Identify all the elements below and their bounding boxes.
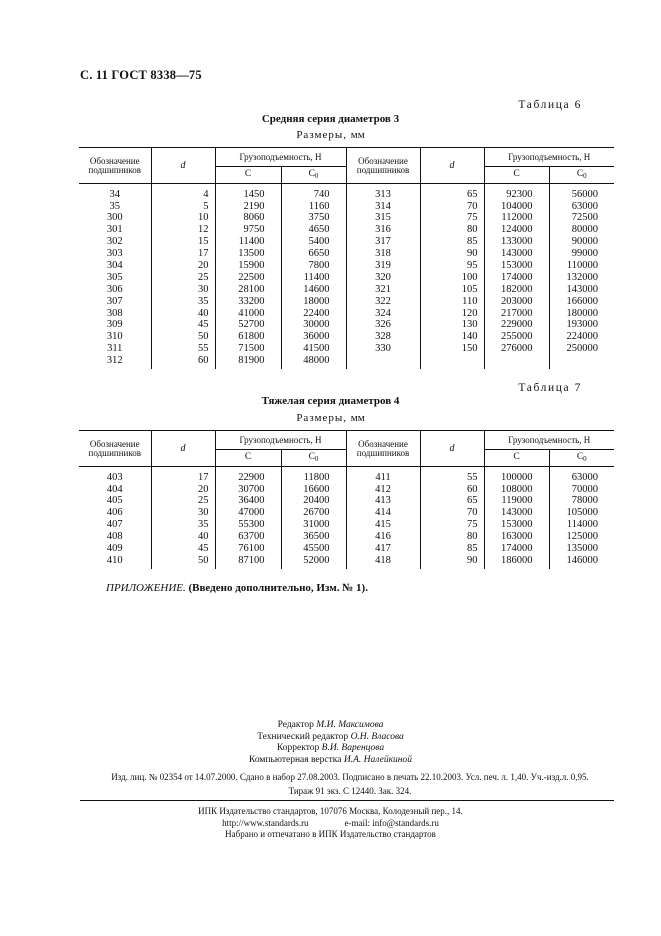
table-cell: 87100 — [215, 555, 281, 569]
col-d-header: d — [151, 431, 215, 467]
table-cell: 50 — [151, 332, 215, 344]
table-cell: 41500 — [281, 344, 346, 356]
table-row — [79, 467, 614, 484]
table-cell: 316 — [346, 225, 420, 237]
col-c0-subscript: 0 — [314, 455, 319, 463]
col-designation-header: Обозначение подшипников — [79, 431, 151, 467]
table-cell: 14600 — [281, 284, 346, 296]
table-cell: 35 — [109, 200, 120, 212]
table-cell: 65 — [420, 184, 484, 201]
table-cell: 1160 — [281, 201, 346, 213]
table-cell: 108000 — [484, 484, 549, 496]
col-c0-header — [281, 167, 346, 184]
table-row — [79, 555, 614, 569]
table-cell: 405 — [106, 495, 123, 507]
table-cell: 45 — [151, 543, 215, 555]
table-cell: 416 — [346, 531, 420, 543]
table-cell: 90000 — [549, 237, 614, 249]
table-cell: 20 — [151, 484, 215, 496]
publication-line-2: Тираж 91 экз. С 12440. Зак. 324. — [288, 786, 412, 796]
table-cell: 105 — [420, 284, 484, 296]
col-c0-header — [549, 450, 614, 467]
table-cell: 28100 — [215, 284, 281, 296]
table-row — [79, 496, 614, 508]
table-cell: 81900 — [215, 355, 281, 369]
table-cell: 71500 — [215, 344, 281, 356]
table6-body — [79, 184, 614, 370]
col-c0-subscript: 0 — [583, 172, 587, 180]
table-cell: 320 — [346, 272, 420, 284]
publisher-line-1: ИПК Издательство стандартов, 107076 Москва, Колодезный пер., 14. — [198, 806, 463, 816]
table-cell: 182000 — [484, 284, 549, 296]
table-row — [79, 531, 614, 543]
table7-head — [79, 431, 614, 467]
table-cell: 322 — [346, 296, 420, 308]
col-c0-letter: С — [576, 452, 584, 462]
table-cell: 60 — [420, 484, 484, 496]
table-cell: 55 — [151, 344, 215, 356]
table-cell: 76100 — [215, 543, 281, 555]
col-designation-header: Обозначение подшипников — [346, 148, 420, 184]
table7-units-suffix: мм — [350, 412, 365, 424]
appendix-label: ПРИЛОЖЕНИЕ. — [106, 582, 186, 594]
table-cell: 17 — [151, 467, 215, 484]
table-cell: 80 — [420, 531, 484, 543]
table-cell: 312 — [106, 355, 123, 367]
publisher-info — [0, 806, 661, 841]
table-cell: 2190 — [215, 201, 281, 213]
table-cell: 153000 — [484, 260, 549, 272]
table-cell: 304 — [106, 260, 123, 272]
table6-head — [79, 148, 614, 184]
table-row — [79, 248, 614, 260]
table-cell: 1450 — [215, 184, 281, 201]
table-cell: 174000 — [484, 543, 549, 555]
table-cell: 110 — [420, 296, 484, 308]
table-cell: 70000 — [549, 484, 614, 496]
table-cell: 317 — [346, 237, 420, 249]
table-cell: 30000 — [281, 320, 346, 332]
table-cell: 100000 — [484, 467, 549, 484]
table-cell: 75 — [420, 520, 484, 532]
table-cell: 40 — [151, 308, 215, 320]
table-cell: 404 — [106, 483, 123, 495]
divider — [80, 800, 614, 801]
table-cell: 6650 — [281, 248, 346, 260]
col-load-header: Грузоподъемность, Н — [215, 431, 346, 450]
table-cell: 72500 — [549, 213, 614, 225]
table-cell: 146000 — [549, 555, 614, 569]
table-cell: 324 — [346, 308, 420, 320]
table-cell: 130 — [420, 320, 484, 332]
table-cell: 11400 — [281, 272, 346, 284]
table-cell: 321 — [346, 284, 420, 296]
table-cell: 36400 — [215, 496, 281, 508]
table-row — [79, 272, 614, 284]
table-cell: 40 — [151, 531, 215, 543]
table-cell: 85 — [420, 237, 484, 249]
table-cell: 418 — [346, 555, 420, 569]
credit-name: И.А. Налейкиной — [343, 754, 412, 765]
table-cell: 308 — [106, 307, 123, 319]
table-cell: 203000 — [484, 296, 549, 308]
table-cell: 114000 — [549, 520, 614, 532]
table-row — [79, 543, 614, 555]
col-c0-subscript: 0 — [314, 172, 319, 180]
table-cell: 80000 — [549, 225, 614, 237]
table-cell: 35 — [151, 520, 215, 532]
table-cell: 8060 — [215, 213, 281, 225]
table-cell: 25 — [151, 272, 215, 284]
table-cell — [346, 355, 420, 369]
table-cell: 26700 — [281, 508, 346, 520]
table-cell: 22400 — [281, 308, 346, 320]
table-cell: 60 — [151, 355, 215, 369]
credit-name: В.И. Варенцова — [321, 743, 385, 754]
table-cell: 31000 — [281, 520, 346, 532]
table6 — [79, 147, 614, 369]
table-cell: 112000 — [484, 213, 549, 225]
table-cell: 5400 — [281, 237, 346, 249]
credit-name: О.Н. Власова — [350, 731, 404, 742]
credits — [0, 720, 661, 766]
table-cell — [420, 355, 484, 369]
table-cell: 406 — [106, 507, 123, 519]
table-cell: 306 — [106, 283, 123, 295]
table-cell: 13500 — [215, 248, 281, 260]
table-cell: 22900 — [215, 467, 281, 484]
table-cell: 20 — [151, 260, 215, 272]
table-cell: 311 — [107, 343, 123, 355]
table-cell: 153000 — [484, 520, 549, 532]
table-cell: 30700 — [215, 484, 281, 496]
table-cell: 4 — [151, 184, 215, 201]
table-row — [79, 184, 614, 201]
publisher-line-3: Набрано и отпечатано в ИПК Издательство стандартов — [225, 829, 436, 839]
table-cell: 143000 — [484, 248, 549, 260]
col-c-header: С — [215, 450, 281, 467]
table-cell: 70 — [420, 508, 484, 520]
col-designation-header: Обозначение подшипников — [79, 148, 151, 184]
table-cell: 5 — [151, 201, 215, 213]
table-cell: 125000 — [549, 531, 614, 543]
table7-label: Таблица 7 — [518, 382, 582, 394]
col-c0-letter: С — [576, 169, 584, 179]
table6-series-title: Средняя серия диаметров 3 — [261, 113, 400, 125]
table6-units-prefix: Размеры, — [296, 129, 347, 141]
table-cell: 310 — [106, 331, 123, 343]
table-cell: 174000 — [484, 272, 549, 284]
table-cell: 20400 — [281, 496, 346, 508]
table-cell: 224000 — [549, 332, 614, 344]
table-cell: 22500 — [215, 272, 281, 284]
table-cell: 63700 — [215, 531, 281, 543]
table-row — [79, 344, 614, 356]
table-cell: 307 — [106, 295, 123, 307]
table-row — [79, 484, 614, 496]
table-cell: 30 — [151, 284, 215, 296]
table-cell: 133000 — [484, 237, 549, 249]
table-cell: 65 — [420, 496, 484, 508]
table-cell: 305 — [106, 271, 123, 283]
col-load-header: Грузоподъемность, Н — [484, 431, 614, 450]
table-cell: 95 — [420, 260, 484, 272]
table-cell: 3750 — [281, 213, 346, 225]
table-cell: 229000 — [484, 320, 549, 332]
table-cell: 413 — [346, 496, 420, 508]
table-cell: 90 — [420, 248, 484, 260]
table-cell: 99000 — [549, 248, 614, 260]
table-cell: 11800 — [281, 467, 346, 484]
table-cell: 34 — [109, 188, 120, 200]
table-cell: 135000 — [549, 543, 614, 555]
table-cell: 104000 — [484, 201, 549, 213]
table-cell: 415 — [346, 520, 420, 532]
table-row — [79, 225, 614, 237]
publication-line-1: Изд. лиц. № 02354 от 14.07.2000. Сдано в набор 27.08.2003. Подписано в печать 22.10.2003. Усл. печ. л. 1,40. Уч.-изд.л. 0,95. — [111, 772, 589, 782]
col-designation-header: Обозначение подшипников — [346, 431, 420, 467]
col-c-header: С — [484, 450, 549, 467]
table-cell: 63000 — [549, 201, 614, 213]
table-row — [79, 308, 614, 320]
table6-label: Таблица 6 — [518, 99, 582, 111]
col-load-header: Грузоподъемность, Н — [484, 148, 614, 167]
table-cell: 408 — [106, 531, 123, 543]
table-cell: 326 — [346, 320, 420, 332]
table-cell: 314 — [346, 201, 420, 213]
table-cell: 36500 — [281, 531, 346, 543]
table-cell: 276000 — [484, 344, 549, 356]
table-cell: 409 — [106, 543, 123, 555]
table-cell: 255000 — [484, 332, 549, 344]
table-cell: 143000 — [549, 284, 614, 296]
col-d-header: d — [420, 148, 484, 184]
table-cell: 48000 — [281, 355, 346, 369]
table-cell: 318 — [346, 248, 420, 260]
table-cell — [484, 355, 549, 369]
credit-role: Компьютерная верстка — [249, 754, 342, 765]
table-cell: 25 — [151, 496, 215, 508]
table-cell: 45 — [151, 320, 215, 332]
table-cell: 300 — [106, 212, 123, 224]
table6-units-suffix: мм — [350, 129, 365, 141]
table-cell: 328 — [346, 332, 420, 344]
table-cell: 119000 — [484, 496, 549, 508]
table-cell: 412 — [346, 484, 420, 496]
table-cell: 52000 — [281, 555, 346, 569]
table-cell: 90 — [420, 555, 484, 569]
table-cell: 78000 — [549, 496, 614, 508]
publisher-line-2: http://www.standards.ru e-mail: info@standards.ru — [222, 817, 439, 828]
table7 — [79, 430, 614, 569]
table-cell: 85 — [420, 543, 484, 555]
table-cell: 124000 — [484, 225, 549, 237]
col-c-header: С — [215, 167, 281, 184]
table-row — [79, 320, 614, 332]
credit-name: М.И. Максимова — [316, 720, 384, 730]
table-cell: 80 — [420, 225, 484, 237]
table-cell: 61800 — [215, 332, 281, 344]
table-cell: 35 — [151, 296, 215, 308]
col-c0-header — [549, 167, 614, 184]
table-cell: 55300 — [215, 520, 281, 532]
appendix-text: (Введено дополнительно, Изм. № 1). — [188, 582, 368, 594]
table-row — [79, 237, 614, 249]
col-c-header: С — [484, 167, 549, 184]
table-cell: 740 — [281, 184, 346, 201]
table-cell: 30 — [151, 508, 215, 520]
table-cell: 180000 — [549, 308, 614, 320]
table-row — [79, 508, 614, 520]
table-cell: 417 — [346, 543, 420, 555]
table-cell: 319 — [346, 260, 420, 272]
table-cell: 63000 — [549, 467, 614, 484]
table-cell: 36000 — [281, 332, 346, 344]
table-row — [79, 296, 614, 308]
table7-units — [0, 412, 661, 424]
table-cell: 4650 — [281, 225, 346, 237]
table-cell: 407 — [106, 519, 123, 531]
table-cell: 301 — [106, 224, 123, 236]
table-row — [79, 332, 614, 344]
table-cell: 92300 — [484, 184, 549, 201]
table-cell: 16600 — [281, 484, 346, 496]
table-cell: 217000 — [484, 308, 549, 320]
table-cell: 302 — [106, 236, 123, 248]
table-cell: 52700 — [215, 320, 281, 332]
table-cell: 140 — [420, 332, 484, 344]
table-cell: 315 — [346, 213, 420, 225]
table-cell: 7800 — [281, 260, 346, 272]
table-cell: 45500 — [281, 543, 346, 555]
col-c0-subscript: 0 — [583, 455, 587, 463]
table-cell: 70 — [420, 201, 484, 213]
table-cell: 163000 — [484, 531, 549, 543]
table-cell: 186000 — [484, 555, 549, 569]
table-cell: 250000 — [549, 344, 614, 356]
table7-series-title: Тяжелая серия диаметров 4 — [261, 395, 400, 407]
table-cell: 193000 — [549, 320, 614, 332]
table7-units-prefix: Размеры, — [296, 412, 347, 424]
table-cell: 414 — [346, 508, 420, 520]
table-cell: 10 — [151, 213, 215, 225]
credit-role: Корректор — [276, 743, 320, 754]
table-cell: 411 — [346, 467, 420, 484]
table-cell: 50 — [151, 555, 215, 569]
credit-role: Редактор — [277, 720, 314, 730]
table-cell: 55 — [420, 467, 484, 484]
table6-units — [0, 129, 661, 141]
table-cell: 18000 — [281, 296, 346, 308]
col-d-header: d — [420, 431, 484, 467]
table-cell: 33200 — [215, 296, 281, 308]
table7-body — [79, 467, 614, 570]
table-cell: 75 — [420, 213, 484, 225]
col-c0-header — [281, 450, 346, 467]
col-load-header: Грузоподъемность, Н — [215, 148, 346, 167]
credit-line — [0, 732, 661, 744]
table-cell: 132000 — [549, 272, 614, 284]
table-row — [79, 201, 614, 213]
credit-role: Технический редактор — [257, 731, 349, 742]
table-cell: 166000 — [549, 296, 614, 308]
table-cell: 15 — [151, 237, 215, 249]
table-row — [79, 260, 614, 272]
table-row — [79, 284, 614, 296]
table-cell: 9750 — [215, 225, 281, 237]
credit-line — [0, 743, 661, 755]
table-cell: 17 — [151, 248, 215, 260]
credit-line — [0, 755, 661, 767]
appendix-note — [106, 582, 368, 594]
table-cell: 15900 — [215, 260, 281, 272]
table-cell: 410 — [106, 554, 123, 566]
table-cell: 330 — [346, 344, 420, 356]
table-cell — [549, 355, 614, 369]
table-cell: 41000 — [215, 308, 281, 320]
page-header: С. 11 ГОСТ 8338—75 — [80, 68, 202, 82]
col-d-header: d — [151, 148, 215, 184]
table-row — [79, 520, 614, 532]
credit-line — [0, 720, 661, 732]
table-cell: 403 — [106, 471, 123, 483]
table-cell: 313 — [346, 184, 420, 201]
table-row — [79, 355, 614, 369]
table-cell: 12 — [151, 225, 215, 237]
table-cell: 309 — [106, 319, 123, 331]
table-cell: 110000 — [549, 260, 614, 272]
col-c0-letter: С — [308, 169, 315, 179]
table-cell: 143000 — [484, 508, 549, 520]
table-cell: 150 — [420, 344, 484, 356]
table-row — [79, 213, 614, 225]
table-cell: 47000 — [215, 508, 281, 520]
table-cell: 105000 — [549, 508, 614, 520]
col-c0-letter: С — [308, 452, 315, 462]
table-cell: 100 — [420, 272, 484, 284]
table-cell: 56000 — [549, 184, 614, 201]
table-cell: 303 — [106, 248, 123, 260]
table-cell: 120 — [420, 308, 484, 320]
table-cell: 11400 — [215, 237, 281, 249]
